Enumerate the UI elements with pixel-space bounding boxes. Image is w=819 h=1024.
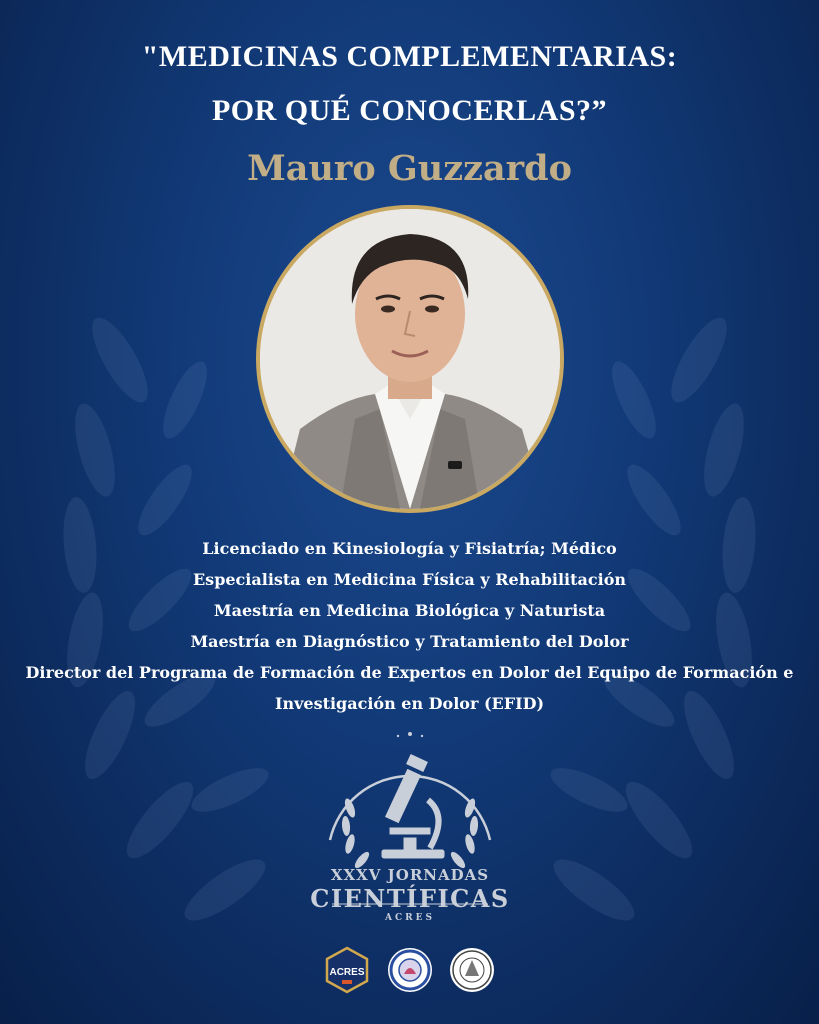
credential-line: Maestría en Diagnóstico y Tratamiento del Dolor bbox=[190, 632, 629, 651]
credential-line: Director del Programa de Formación de Expertos en Dolor del Equipo de Formación e bbox=[25, 663, 794, 682]
speaker-name: Mauro Guzzardo bbox=[247, 148, 572, 189]
credential-line: Maestría en Medicina Biológica y Naturista bbox=[213, 601, 606, 620]
acres-logo bbox=[323, 946, 371, 994]
credential-line: Especialista en Medicina Física y Rehabilitación bbox=[192, 570, 627, 589]
event-title-line-1: XXXV JORNADAS bbox=[330, 866, 490, 884]
title-line-1: "MEDICINAS COMPLEMENTARIAS: bbox=[141, 40, 678, 73]
university-seal-logo bbox=[448, 946, 496, 994]
microscope-icon bbox=[382, 755, 444, 858]
credential-line: Licenciado en Kinesiología y Fisiatría; Médico bbox=[202, 539, 617, 558]
speaker-portrait-frame bbox=[256, 205, 564, 513]
event-title-line-2: CIENTÍFICAS bbox=[310, 884, 510, 913]
speaker-credentials bbox=[0, 533, 819, 719]
credential-line: Investigación en Dolor (EFID) bbox=[274, 694, 545, 713]
acres-logo-text: ACRES bbox=[329, 967, 365, 978]
speaker-portrait bbox=[260, 209, 560, 509]
title-line-2: POR QUÉ CONOCERLAS?” bbox=[211, 94, 608, 127]
speaker-photo-illustration bbox=[260, 209, 560, 509]
event-title-line-3: ACRES bbox=[385, 913, 435, 923]
partner-seal-logo bbox=[386, 946, 434, 994]
